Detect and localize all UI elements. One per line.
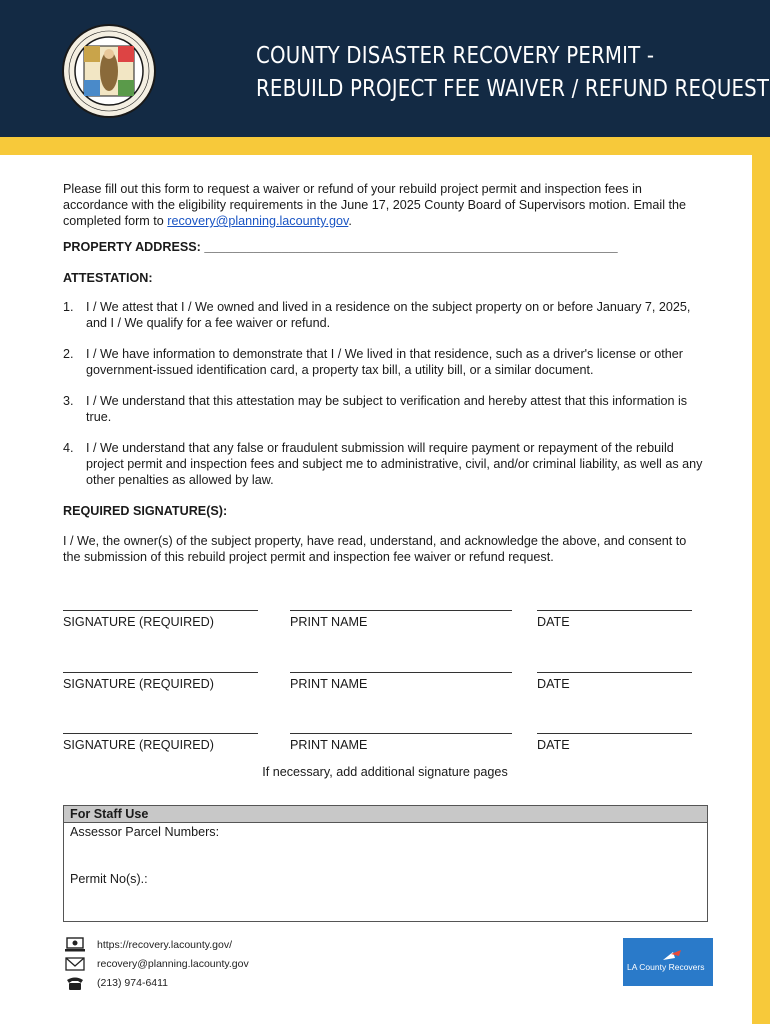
apn-label: Assessor Parcel Numbers: — [70, 825, 220, 839]
email-contact-link[interactable]: recovery@planning.lacounty.gov — [97, 958, 249, 970]
intro-end: . — [348, 214, 352, 228]
attestation-item — [63, 346, 703, 378]
print-name-line[interactable] — [290, 662, 512, 673]
signature-line[interactable] — [63, 600, 258, 611]
date-line[interactable] — [537, 723, 692, 734]
signature-row — [63, 600, 703, 630]
item-number: 3. — [63, 394, 74, 408]
yellow-side-band — [752, 155, 770, 1024]
envelope-icon — [64, 956, 86, 972]
attestation-heading: ATTESTATION: — [63, 271, 153, 285]
logo-text: LA County Recovers — [627, 962, 705, 972]
item-number: 2. — [63, 347, 74, 361]
signature-label: SIGNATURE (REQUIRED) — [63, 615, 214, 629]
title-line-2: REBUILD PROJECT FEE WAIVER / REFUND REQUEST — [256, 76, 770, 102]
attestation-item — [63, 440, 703, 488]
laptop-icon — [64, 937, 86, 953]
phone-icon — [64, 975, 86, 991]
signature-label: SIGNATURE (REQUIRED) — [63, 738, 214, 752]
intro-text: Please fill out this form to request a waiver or refund of your rebuild project permit and inspection fees in accordance with the eligibility requirements in the June 17, 2025 County Board of Supervisors motion. Email the completed form to — [63, 182, 687, 228]
signature-row — [63, 662, 703, 692]
consent-paragraph: I / We, the owner(s) of the subject property, have read, understand, and acknowledge the above, and consent to the submission of this rebuild project permit and inspection fee waiver or refund request. — [63, 534, 687, 564]
date-label: DATE — [537, 615, 570, 629]
item-number: 4. — [63, 441, 74, 455]
phone-number: (213) 974-6411 — [97, 977, 169, 989]
permit-number-label: Permit No(s).: — [70, 872, 148, 886]
item-text: I / We understand that this attestation may be subject to verification and hereby attest that this information is true. — [86, 394, 688, 424]
signature-line[interactable] — [63, 662, 258, 673]
yellow-accent-band — [0, 137, 770, 155]
signature-row — [63, 723, 703, 753]
attestation-list — [63, 299, 703, 488]
county-seal-logo — [62, 24, 156, 118]
date-label: DATE — [537, 738, 570, 752]
signature-line[interactable] — [63, 723, 258, 734]
attestation-item — [63, 299, 703, 331]
website-link[interactable]: https://recovery.lacounty.gov/ — [97, 939, 233, 951]
date-line[interactable] — [537, 662, 692, 673]
item-number: 1. — [63, 300, 74, 314]
note-text: If necessary, add additional signature pages — [262, 765, 508, 779]
staff-use-heading: For Staff Use — [64, 806, 707, 823]
document-title — [256, 40, 769, 106]
print-name-line[interactable] — [290, 600, 512, 611]
property-address-field[interactable]: PROPERTY ADDRESS: ___________________________________________________________ — [63, 240, 618, 254]
item-text: I / We attest that I / We owned and lived in a residence on the subject property on or before January 7, 2025, and I / We qualify for a fee waiver or refund. — [86, 300, 691, 330]
email-link[interactable]: recovery@planning.lacounty.gov — [167, 214, 349, 228]
item-text: I / We understand that any false or fraudulent submission will require payment or repayment of the rebuild project permit and inspection fees and subject me to administrative, civil, and/or criminal liability, as well as any other penalties as allowed by law. — [86, 441, 703, 487]
title-line-1: COUNTY DISASTER RECOVERY PERMIT - — [256, 43, 655, 69]
signature-label: SIGNATURE (REQUIRED) — [63, 677, 214, 691]
additional-pages-note — [0, 765, 770, 779]
form-body — [63, 181, 703, 565]
print-name-label: PRINT NAME — [290, 615, 368, 629]
intro-paragraph — [63, 181, 703, 229]
print-name-label: PRINT NAME — [290, 738, 368, 752]
la-county-recovers-logo — [623, 938, 713, 986]
attestation-item — [63, 393, 703, 425]
print-name-label: PRINT NAME — [290, 677, 368, 691]
item-text: I / We have information to demonstrate that I / We lived in that residence, such as a driver's license or other government-issued identification card, a property tax bill, a utility bill, or a similar document. — [86, 347, 683, 377]
staff-use-box — [63, 805, 708, 922]
signatures-heading: REQUIRED SIGNATURE(S): — [63, 504, 228, 518]
print-name-line[interactable] — [290, 723, 512, 734]
date-label: DATE — [537, 677, 570, 691]
date-line[interactable] — [537, 600, 692, 611]
